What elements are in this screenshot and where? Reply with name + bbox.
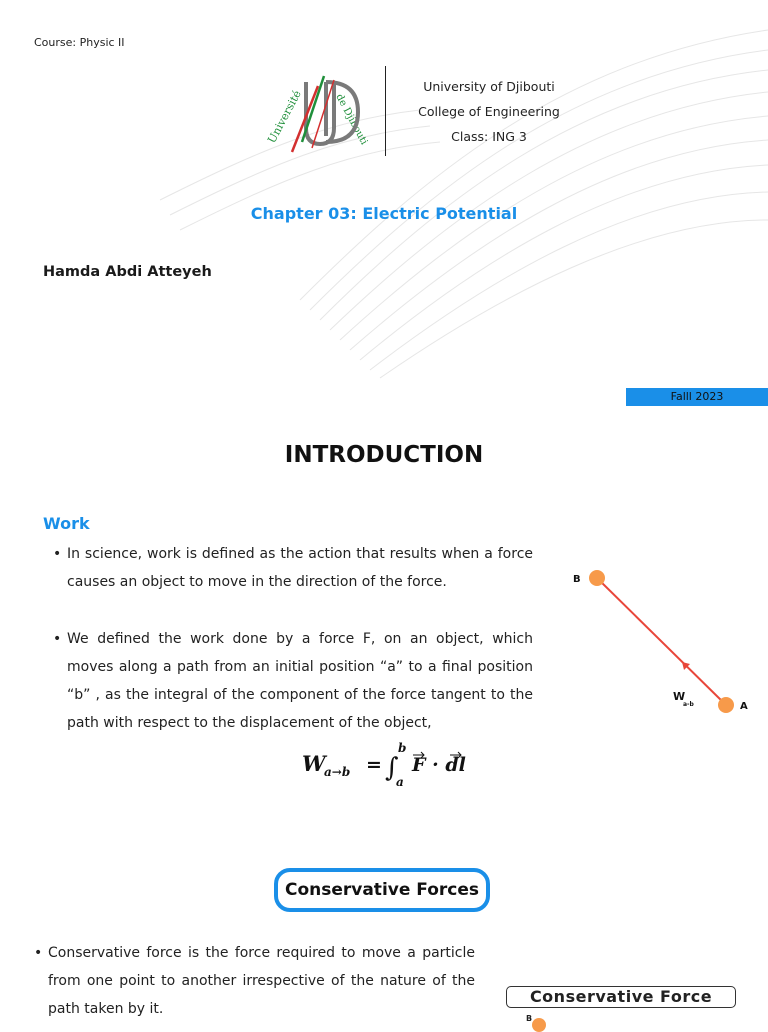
- bullet-dot: •: [53, 546, 62, 562]
- point-a-dot: [718, 697, 734, 713]
- course-label: Course: Physic II: [34, 36, 125, 49]
- date-bar: Falll 2023: [626, 388, 768, 406]
- work-integral-formula: [300, 740, 480, 790]
- point-b-label: B: [573, 574, 581, 585]
- formula-lower: a: [396, 775, 404, 789]
- svg-text:∫: ∫: [385, 753, 399, 783]
- work-label-sub: a-b: [683, 701, 694, 708]
- author-name: Hamda Abdi Atteyeh: [43, 264, 212, 280]
- path-line: [597, 578, 726, 705]
- header-divider: [385, 66, 386, 156]
- svg-text:Université: Université: [265, 88, 304, 146]
- work-path-diagram: [560, 560, 768, 730]
- formula-lhs: W: [302, 751, 326, 776]
- bullet-text: We defined the work done by a force F, on an object, which moves along a path from an initial position “a” to a final position “b” , as the integral of the component of the force tangent to the path with respect to the displacement of the object,: [67, 631, 533, 731]
- university-name: University of Djibouti: [423, 79, 555, 94]
- svg-text:de Djibouti: de Djibouti: [333, 92, 370, 147]
- chapter-title: Chapter 03: Electric Potential: [250, 204, 518, 223]
- bullet-text: Conservative force is the force required to move a particle from one point to another irrespective of the nature of the path taken by it.: [48, 945, 475, 1017]
- work-label: W: [673, 690, 686, 703]
- formula-rhs: F · dl: [412, 754, 466, 776]
- university-logo: [262, 66, 372, 162]
- bullet-text: In science, work is defined as the action that results when a force causes an object to move in the direction of the force.: [67, 546, 533, 590]
- point-a-label: A: [740, 701, 748, 712]
- work-bullet-2: [53, 625, 533, 737]
- institution-block: [404, 74, 574, 149]
- bullet-dot: •: [53, 631, 62, 647]
- conservative-image-point-label: B: [526, 1014, 533, 1023]
- bullet-dot: •: [34, 945, 43, 961]
- college-name: College of Engineering: [418, 104, 560, 119]
- class-name: Class: ING 3: [451, 129, 527, 144]
- point-b-dot: [589, 570, 605, 586]
- introduction-heading: INTRODUCTION: [284, 442, 484, 468]
- conservative-image-point-dot: [532, 1018, 546, 1032]
- conservative-bullet: [34, 939, 475, 1023]
- formula-lhs-sub: a→b: [324, 765, 351, 779]
- conservative-force-image-title: Conservative Force: [506, 986, 736, 1008]
- formula-eq: =: [366, 754, 382, 776]
- work-heading: Work: [43, 514, 90, 533]
- conservative-forces-heading: Conservative Forces: [274, 868, 490, 912]
- work-bullet-1: [53, 540, 533, 596]
- formula-upper: b: [398, 741, 407, 755]
